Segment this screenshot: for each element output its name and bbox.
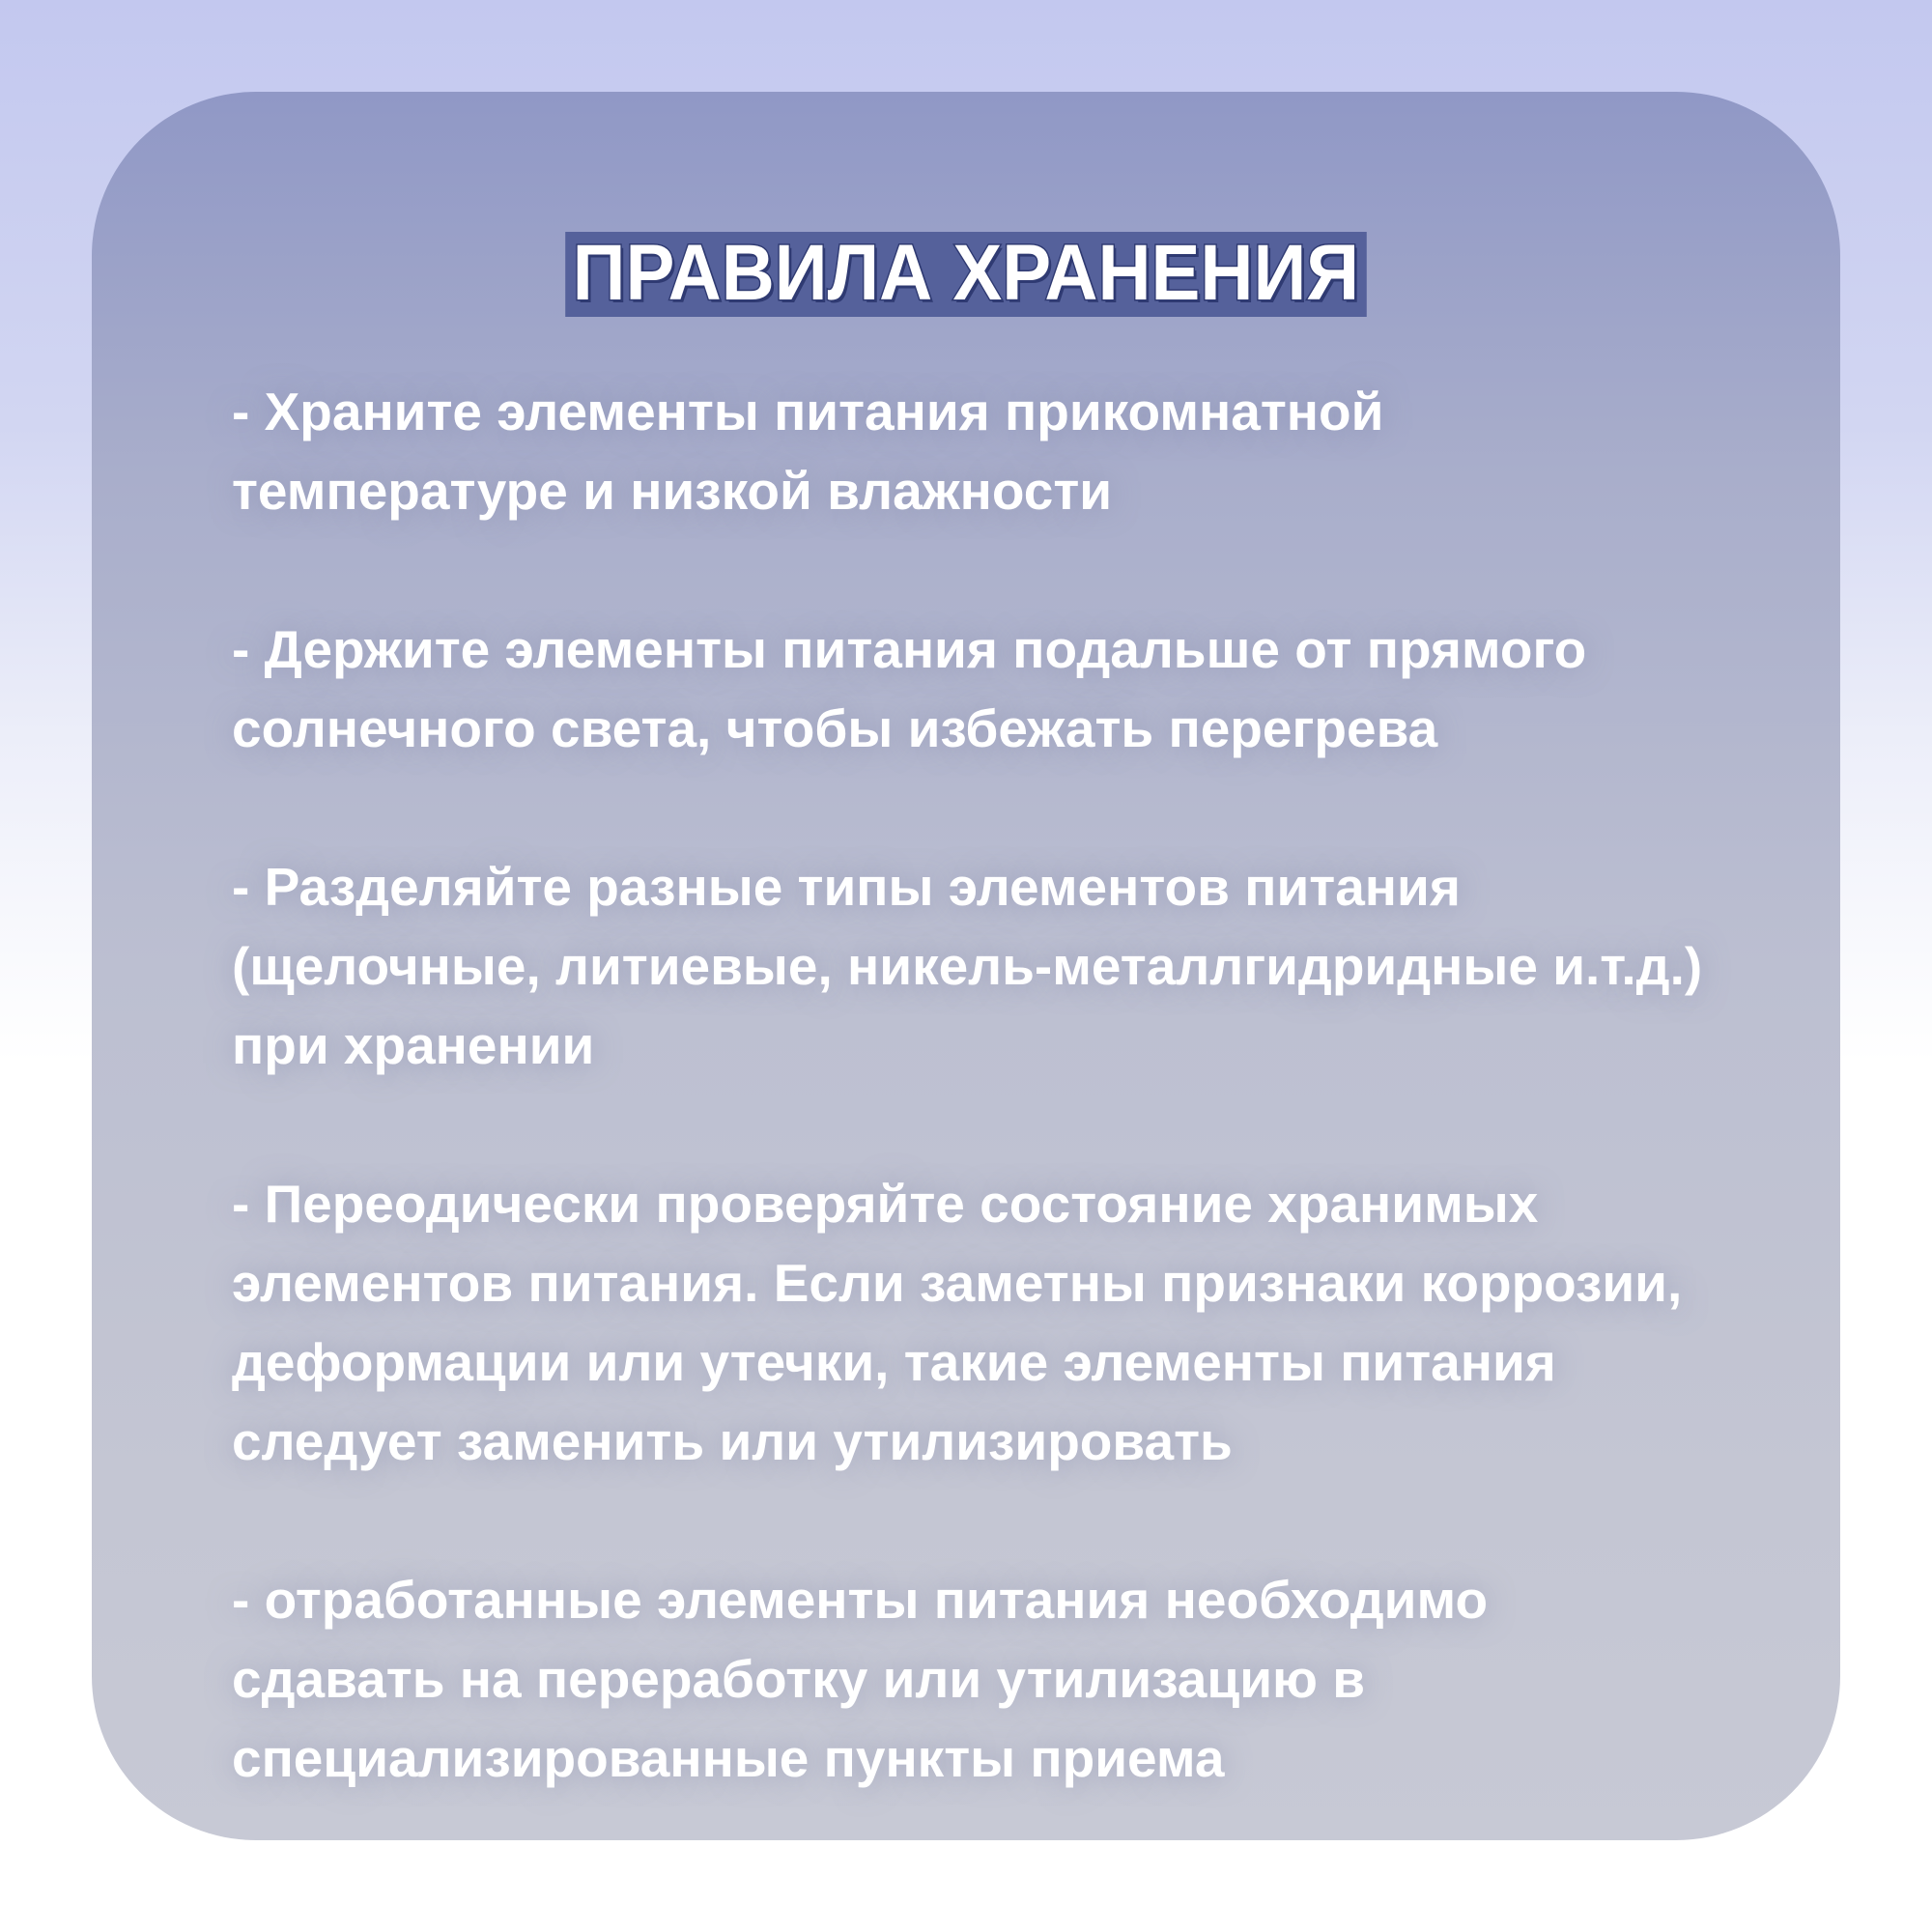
rules-card <box>92 92 1840 1840</box>
rule-item-5: - отработанные элементы питания необходимо сдавать на переработку или утилизацию в специализированные пункты приема <box>232 1570 1489 1788</box>
rules-list <box>232 372 1777 1840</box>
rule-item-2: - Держите элементы питания подальше от прямого солнечного света, чтобы избежать перегрева <box>232 619 1587 758</box>
rule-item-4: - Переодически проверяйте состояние хранимых элементов питания. Если заметны признаки коррозии, деформации или утечки, такие элементы питания следует заменить или утилизировать <box>232 1174 1683 1471</box>
rule-item-1: - Храните элементы питания прикомнатной температуре и низкой влажности <box>232 382 1384 521</box>
title-container <box>92 229 1840 317</box>
rule-item-3: - Разделяйте разные типы элементов питания (щелочные, литиевые, никель-металлгидридные и.т.д.) при хранении <box>232 857 1703 1075</box>
page-title: ПРАВИЛА ХРАНЕНИЯ <box>565 232 1366 317</box>
